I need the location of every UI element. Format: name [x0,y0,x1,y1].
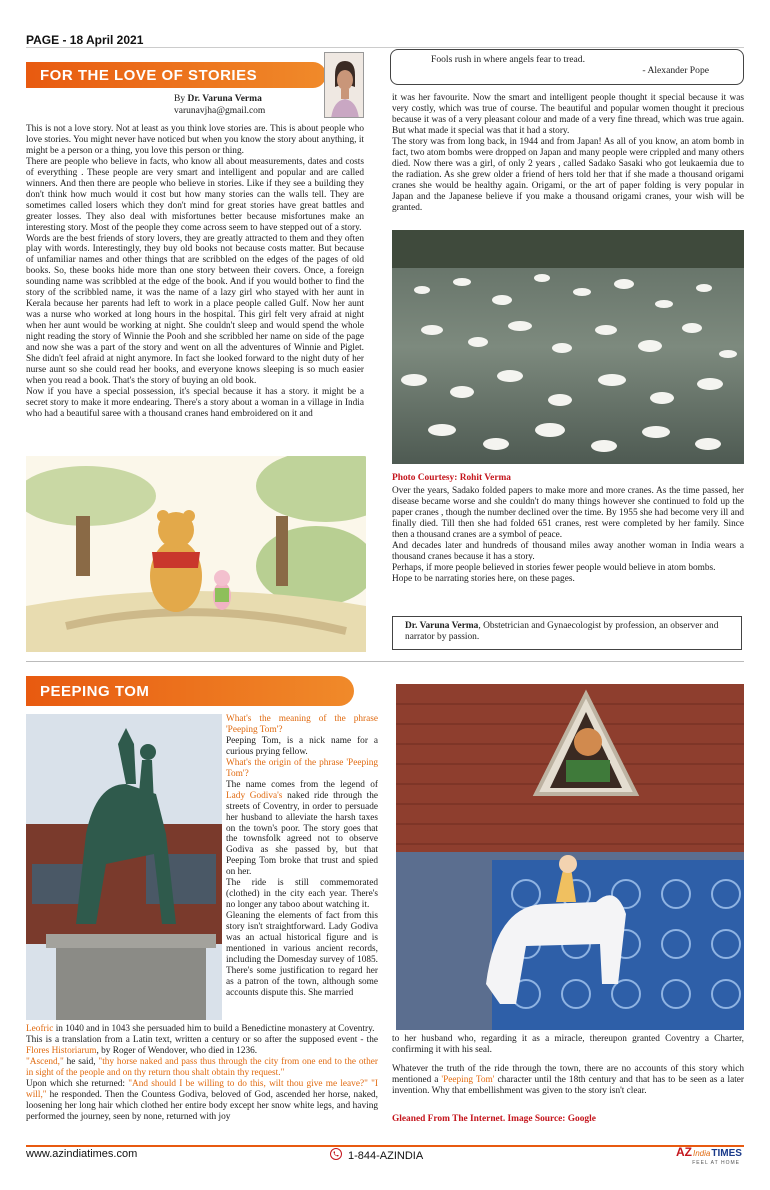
winnie-the-pooh-illustration [26,456,366,652]
peeping-tom-clock-photo [396,684,744,1030]
lady-godiva-link[interactable]: Lady Godiva's [226,790,283,801]
lady-godiva-statue-photo [26,714,222,1020]
peeping-tom-bottom-column [26,1024,378,1136]
quote-box [390,49,744,85]
paragraph: Peeping Tom, is a nick name for a curious prying fellow. [226,735,378,757]
cranes-photo [392,230,744,464]
peeping-tom-right-column [392,1034,744,1110]
author-name: Dr. Varuna Verma [187,94,262,104]
quote-text: Fools rush in where angels fear to tread. [431,54,585,65]
paragraph: it was her favourite. Now the smart and intelligent people thought it special because it was very costly, which was true of course. The beautiful and popular women thought it precious because it was of a very pleasant colour and made of a very fine thread, which was true again. But what made it special was that it had a story. [392,93,744,136]
peeping-tom-link[interactable]: 'Peeping Tom' [441,1074,495,1085]
section-title: FOR THE LOVE OF STORIES [40,66,258,84]
author-portrait [324,52,364,118]
logo-times: TIMES [711,1148,742,1159]
byline-prefix: By [174,94,186,104]
byline [174,93,265,117]
section-divider [26,661,744,662]
bio-text: , Obstetrician and Gynaecologist by profession, an observer and narrator by passion. [405,621,719,642]
article-right-column-lower [392,486,744,606]
paragraph: The name comes from the legend of Lady Godiva's naked ride through the streets of Coventry, in order to persuade her husband to alleviate the harsh taxes on the town's poor. The story goes that the townsfolk agreed not to observe Godiva as she passed by, but that Peeping Tom broke that trust and spied on her. [226,779,378,878]
paragraph: Whatever the truth of the ride through the town, there are no accounts of this story which mentioned a 'Peeping Tom' character until the 18th century and that has to be seen as a later invention. Why that embellishment was given to the story isn't clear. [392,1063,744,1096]
paragraph: "Ascend," he said, "thy horse naked and pass thus through the city from one end to the other in sight of the people and on thy return thou shalt obtain thy request." [26,1056,378,1078]
source-note: Gleaned From The Internet. Image Source: Google [392,1114,596,1124]
footer-phone[interactable] [330,1148,423,1163]
paragraph: Now if you have a special possession, it's special because it has a story. it might be a secret story to make it more endearing. There's a story about a woman in a village in India who had a beautiful saree with a thousand cranes hand embroidered on it and [26,386,364,419]
section-banner-peeping-tom [26,676,354,706]
paragraph: Upon which she returned: "And should I be willing to do this, wilt thou give me leave?" "I will," he responded. Then the Countess Godiva, beloved of God, ascended her horse, naked, loosening her long hair which clothed her entire body except her snow white legs, and having performed the journey, seen by none, returned with joy [26,1078,378,1122]
top-rule [26,47,744,48]
quote-author: - Alexander Pope [642,65,709,76]
paragraph: to her husband who, regarding it as a miracle, thereupon granted Coventry a Charter, confirming it with his seal. [392,1034,744,1055]
photo-credit: Photo Courtesy: Rohit Verma [392,473,511,483]
author-email[interactable]: varunavjha@gmail.com [174,106,266,116]
paragraph: Gleaning the elements of fact from this story isn't straightforward. Lady Godiva was an actual historical figure and is mentioned in various ancient records, including the Domesday survey of 1085. There's some justification to regard her as a patron of the town, although some accounts dispute this. She married [226,911,378,998]
peeping-tom-side-column [226,714,378,1024]
logo-tagline: FEEL AT HOME [692,1160,740,1166]
question-heading: What's the origin of the phrase 'Peeping Tom'? [226,757,378,779]
article-left-column [26,124,364,446]
paragraph: And decades later and hundreds of thousand miles away another woman in India wears a thousand cranes because it has a story. [392,540,744,562]
paragraph: Words are the best friends of story lovers, they are greatly attracted to them and they often play with words. Interestingly, they buy old books not because costs matter. But because of unfamiliar names and other things that are scribbled on the edges of the pages of old books. So, these books hide more than one story between their covers. Once, a foreign sounding name was scribbled at the edge of the book. And if you would bother to find the story of the scribbled name, it was the name of a lazy girl who stayed with her aunt in Kerala because her parents had left to work in a place people called Gulf. Now her aunt was a nurse who worked at long hours in the hospital. This girl felt very afraid at night when her aunt would be working at night. She couldn't sleep and would spend the whole night reading the story of Winnie the Pooh and she scribbled her name on side of the page and now she was a part of the story and went on all the adventures of Winnie and Piglet. She didn't feel afraid at night anymore. In fact she looked forward to the night duty of her nurse aunt so she could read her books, and everyone knows sleeping is so much easier when you read a book. That's the story of buying an old book. [26,233,364,386]
paragraph: Perhaps, if more people believed in stories fewer people would believe in atom bombs. [392,562,716,573]
paragraph: This is a translation from a Latin text, written a century or so after the supposed event - the Flores Historiarum, by Roger of Wendover, who died in 1236. [26,1034,378,1056]
logo-az: AZ [676,1145,692,1159]
phone-number: 1-844-AZINDIA [348,1149,424,1162]
flores-link[interactable]: Flores Historiarum [26,1045,97,1056]
az-india-times-logo [676,1146,744,1166]
section-title: PEEPING TOM [40,682,150,700]
paragraph: Leofric in 1040 and in 1043 she persuaded him to build a Benedictine monastery at Coventry. [26,1024,375,1034]
page-label: PAGE - 18 April 2021 [26,33,144,47]
paragraph: This is not a love story. Not at least as you think love stories are. This is about people who love stories. You might never have noticed but when you know the story about anything, it might be a person or a thing, you love this person or thing. [26,124,364,156]
footer-rule [26,1145,744,1147]
paragraph: Over the years, Sadako folded papers to make more and more cranes. As the time passed, her disease became worse and she couldn't do many things however she continued to fold up the paper cranes , though the number declined over the time. By 1955 she had become very ill and finally died. Till then she had folded 651 cranes, rest were completed by her family. Since then a thousand cranes are a symbol of peace. [392,486,744,540]
article-right-column [392,93,744,225]
phone-icon [330,1148,342,1163]
logo-india: India [693,1149,711,1158]
question-heading: What's the meaning of the phrase 'Peeping Tom'? [226,714,378,735]
paragraph: The story was from long back, in 1944 and from Japan! As all of you know, an atom bomb in fact, two atom bombs were dropped on Japan and many people were crippled and many others died. Now there was a girl, of only 2 years , called Sadako Sasaki who got leukaemia due to the radiation. As she grew older a friend of hers told her that if she made a thousand origami cranes she would be healthy again. Origami, or the art of paper folding is very popular in Japan and the Japanese believe if you make a thousand origami cranes, your wish will be granted. [392,136,744,213]
paragraph: Hope to be narrating stories here, on these pages. [392,573,575,584]
leofric-link[interactable]: Leofric [26,1024,54,1034]
footer-website-link[interactable]: www.azindiatimes.com [26,1148,138,1160]
section-banner-love-of-stories [26,62,326,88]
author-bio-box [392,616,742,650]
paragraph: There are people who believe in facts, who know all about measurements, dates and costs of everything . These people are very smart and intelligent and popular and are called winners. And then there are people who believe in stories. Like if they see a building they don't think how much would it cost but how many stories can the walls tell. They are sometimes called losers which they don't mind for great stories have great battles and greater losses. They also deal with misfortunes better because misfortunes make an interesting story. Most of the people they come across seem to have stepped out of a story. [26,156,364,233]
paragraph: The ride is still commemorated (clothed) in the city each year. There's no longer any taboo about watching it. [226,878,378,911]
bio-name: Dr. Varuna Verma [405,621,479,631]
